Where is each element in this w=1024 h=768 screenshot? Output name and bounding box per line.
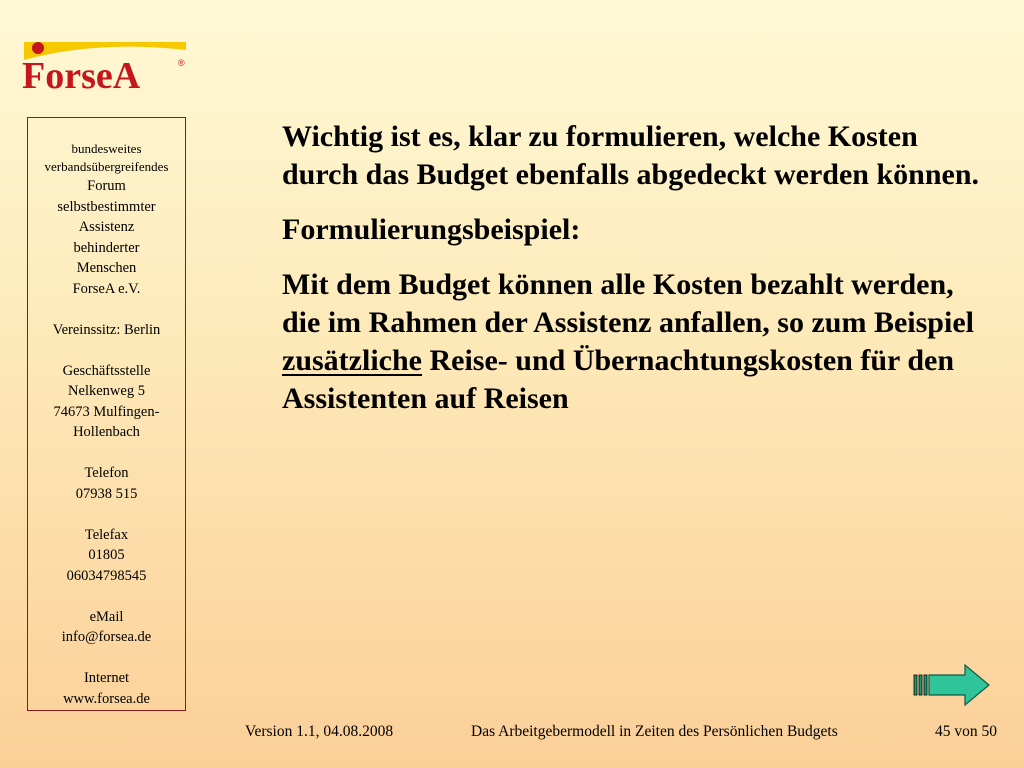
sidebar-org-name: ForseA e.V. [72, 280, 141, 297]
sidebar-office-label: Geschäftsstelle [62, 362, 151, 379]
sidebar-address-city: 74673 Mulfingen- [53, 403, 160, 420]
sidebar-seat: Vereinssitz: Berlin [52, 321, 161, 338]
sidebar-email-label: eMail [89, 608, 124, 625]
sidebar-web: www.forsea.de [63, 690, 150, 707]
footer-page-number: 45 von 50 [935, 723, 997, 740]
forsea-logo-graphic [18, 38, 188, 94]
sidebar-email: info@forsea.de [61, 629, 152, 645]
sidebar-web-label: Internet [83, 670, 130, 686]
example-heading: Formulierungsbeispiel: [282, 213, 581, 246]
sidebar-line: behinderter [73, 239, 140, 256]
sidebar-line: bundesweites [71, 141, 142, 156]
sidebar-line: Menschen [76, 260, 137, 276]
svg-text:ForseA: ForseA [22, 55, 141, 94]
slide-body [282, 118, 982, 435]
footer-version: Version 1.1, 04.08.2008 [245, 723, 394, 740]
next-slide-button[interactable] [913, 663, 991, 707]
sidebar-phone-label: Telefon [84, 465, 129, 481]
example-text: Mit dem Budget können alle Kosten bezahlt werden, die im Rahmen der Assistenz anfallen, so zum Beispiel [282, 268, 974, 339]
sidebar-phone: 07938 515 [75, 485, 138, 502]
example-text: Reise- und Übernachtungskosten für den Assistenten auf Reisen [282, 344, 954, 415]
sidebar-line: Assistenz [78, 219, 135, 235]
sidebar-line: selbstbestimmter [57, 198, 156, 215]
sidebar-info-box [27, 117, 186, 711]
svg-text:®: ® [178, 58, 185, 68]
sidebar-line: Forum [87, 178, 126, 194]
footer-title: Das Arbeitgebermodell in Zeiten des Persönlichen Budgets [471, 723, 838, 740]
example-paragraph [282, 266, 982, 418]
sidebar-fax-label: Telefax [84, 526, 129, 543]
sidebar-address-district: Hollenbach [73, 424, 140, 440]
next-arrow-icon [913, 663, 991, 707]
body-paragraph: Wichtig ist es, klar zu formulieren, welche Kosten durch das Budget ebenfalls abgedeckt werden können. [282, 120, 980, 191]
sidebar-line: verbandsübergreifendes [44, 159, 169, 174]
sidebar-fax: 01805 [88, 547, 125, 563]
sidebar-address-street: Nelkenweg 5 [68, 383, 145, 399]
forsea-logo [18, 38, 188, 94]
underlined-word: zusätzliche [282, 344, 422, 377]
sidebar-fax: 06034798545 [66, 567, 147, 584]
